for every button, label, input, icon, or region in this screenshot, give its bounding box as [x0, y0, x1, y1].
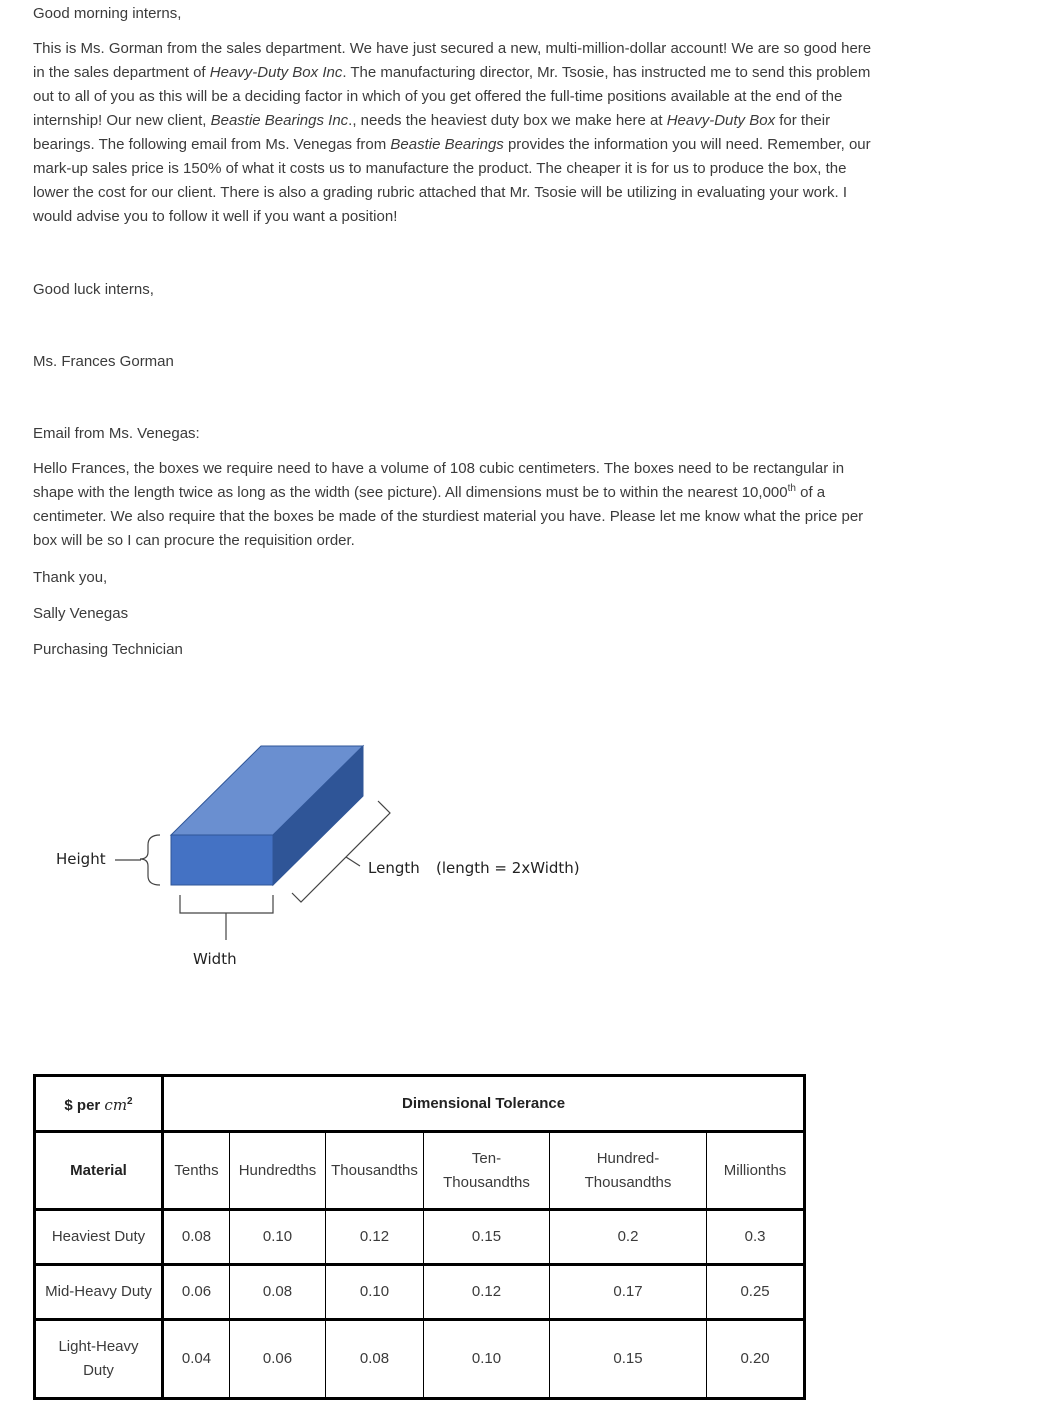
company-name-short: Heavy-Duty Box — [666, 112, 776, 129]
price-cell: 0.2 — [550, 1210, 707, 1265]
col-hundredths: Hundredths — [230, 1132, 326, 1210]
intro-paragraph — [33, 37, 878, 229]
box-front-face — [171, 835, 273, 885]
table-row — [35, 1320, 805, 1399]
col-hundred-thousandths: Hundred- Thousandths — [550, 1132, 707, 1210]
material-name: Mid-Heavy Duty — [35, 1265, 163, 1320]
price-cell: 0.12 — [326, 1210, 424, 1265]
material-name: Light-Heavy Duty — [35, 1320, 163, 1399]
price-cell: 0.17 — [550, 1265, 707, 1320]
dimensional-tolerance-header: Dimensional Tolerance — [163, 1076, 805, 1132]
company-name: Heavy-Duty Box Inc — [209, 64, 343, 81]
length-label: Length — [368, 859, 420, 877]
price-cell: 0.06 — [230, 1320, 326, 1399]
price-cell: 0.10 — [424, 1320, 550, 1399]
price-table — [33, 1074, 806, 1400]
price-cell: 0.12 — [424, 1265, 550, 1320]
table-row — [35, 1210, 805, 1265]
price-cell: 0.10 — [230, 1210, 326, 1265]
width-label: Width — [193, 950, 237, 968]
signature: Ms. Frances Gorman — [33, 353, 174, 370]
email-superscript: th — [787, 483, 796, 494]
material-name: Heaviest Duty — [35, 1210, 163, 1265]
height-brace — [140, 835, 160, 885]
price-cell: 0.08 — [230, 1265, 326, 1320]
email-body — [33, 457, 878, 553]
price-cell: 0.08 — [163, 1210, 230, 1265]
email-thanks: Thank you, — [33, 569, 108, 586]
price-unit-header: $ per $cm^2$ — [35, 1076, 163, 1132]
table-row — [35, 1265, 805, 1320]
client-name-short: Beastie Bearings — [390, 136, 504, 153]
email-header: Email from Ms. Venegas: — [33, 425, 200, 442]
email-sender-title: Purchasing Technician — [33, 641, 183, 658]
closing: Good luck interns, — [33, 281, 154, 298]
price-cell: 0.15 — [424, 1210, 550, 1265]
intro-text-3: ., needs the heaviest duty box we make here at — [348, 112, 667, 129]
intro-text-4: for their bearings. The following email from Ms. Venegas from — [33, 112, 831, 153]
width-bracket — [180, 895, 273, 913]
email-text-1: Hello Frances, the boxes we require need to have a volume of 108 cubic centimeters. The boxes need to be rectangular in shape with the length twice as long as the width (see picture). All dimensions must be to within the nearest 10,000 — [33, 460, 845, 501]
price-cell: 0.04 — [163, 1320, 230, 1399]
col-thousandths: Thousandths — [326, 1132, 424, 1210]
height-label: Height — [56, 850, 106, 868]
box-diagram — [0, 700, 700, 990]
price-cell: 0.06 — [163, 1265, 230, 1320]
greeting: Good morning interns, — [33, 5, 182, 22]
material-header: Material — [35, 1132, 163, 1210]
col-tenths: Tenths — [163, 1132, 230, 1210]
intro-text-2: . The manufacturing director, Mr. Tsosie, has instructed me to send this problem out to all of you as this will be a deciding factor in which of you get offered the full-time positions available at the end of the internship! Our new client, — [33, 64, 871, 129]
price-cell: 0.10 — [326, 1265, 424, 1320]
intro-text-5: provides the information you will need. Remember, our mark-up sales price is 150% of what it costs us to manufacture the product. The cheaper it is for us to produce the box, the lower the cost for our client. There is also a grading rubric attached that Mr. Tsosie will be utilizing in evaluating your work. I would advise you to follow it well if you want a position! — [33, 136, 871, 225]
col-millionths: Millionths — [707, 1132, 805, 1210]
price-cell: 0.15 — [550, 1320, 707, 1399]
price-cell: 0.20 — [707, 1320, 805, 1399]
price-cell: 0.25 — [707, 1265, 805, 1320]
length-pointer — [346, 857, 360, 866]
client-name: Beastie Bearings Inc — [210, 112, 349, 129]
col-ten-thousandths: Ten- Thousandths — [424, 1132, 550, 1210]
price-cell: 0.3 — [707, 1210, 805, 1265]
intro-text-1: This is Ms. Gorman from the sales department. We have just secured a new, multi-million-dollar account! We are so good here in the sales department of — [33, 40, 872, 81]
price-cell: 0.08 — [326, 1320, 424, 1399]
email-sender-name: Sally Venegas — [33, 605, 129, 622]
length-note: (length = 2xWidth) — [436, 859, 580, 877]
email-text-2: of a centimeter. We also require that the boxes be made of the sturdiest material you have. Please let me know what the price per box will be so I can procure the requisition order. — [33, 484, 864, 549]
